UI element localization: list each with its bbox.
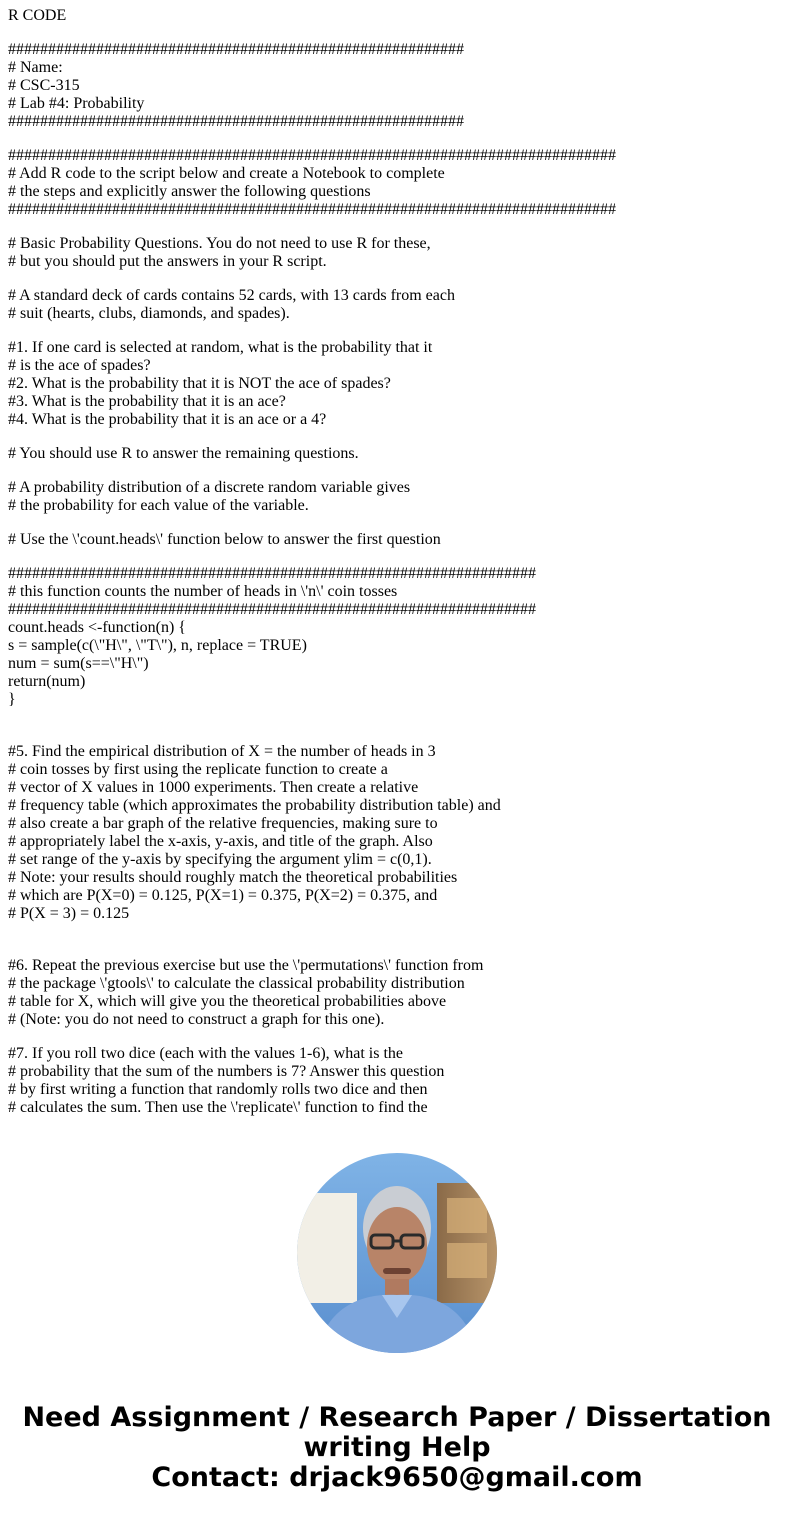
code-line: #5. Find the empirical distribution of X = the number of heads in 3 bbox=[8, 743, 436, 760]
code-line: # suit (hearts, clubs, diamonds, and spades). bbox=[8, 305, 290, 322]
code-line: # also create a bar graph of the relative frequencies, making sure to bbox=[8, 815, 438, 832]
code-block bbox=[8, 743, 788, 923]
code-block bbox=[8, 565, 788, 709]
code-line: ################################################################## bbox=[8, 601, 536, 618]
code-block bbox=[8, 479, 788, 515]
document-body bbox=[8, 7, 788, 1120]
code-line: # is the ace of spades? bbox=[8, 357, 151, 374]
code-line: # Add R code to the script below and create a Notebook to complete bbox=[8, 165, 445, 182]
code-block bbox=[8, 1045, 788, 1117]
promo-line-2: writing Help bbox=[303, 1432, 491, 1463]
code-block bbox=[8, 147, 788, 219]
code-line: ############################################################################ bbox=[8, 147, 616, 164]
code-line: # (Note: you do not need to construct a graph for this one). bbox=[8, 1011, 385, 1028]
code-line: # appropriately label the x-axis, y-axis, and title of the graph. Also bbox=[8, 833, 433, 850]
code-block bbox=[8, 287, 788, 323]
code-line: #2. What is the probability that it is NOT the ace of spades? bbox=[8, 375, 391, 392]
code-block bbox=[8, 235, 788, 271]
document-heading: R CODE bbox=[8, 7, 67, 24]
code-line: ######################################################### bbox=[8, 113, 464, 130]
code-line: #7. If you roll two dice (each with the values 1-6), what is the bbox=[8, 1045, 403, 1062]
code-line: } bbox=[8, 691, 16, 708]
code-block bbox=[8, 41, 788, 131]
code-line: #1. If one card is selected at random, what is the probability that it bbox=[8, 339, 433, 356]
code-line: # Lab #4: Probability bbox=[8, 95, 145, 112]
code-line: #4. What is the probability that it is an ace or a 4? bbox=[8, 411, 327, 428]
code-line: # set range of the y-axis by specifying the argument ylim = c(0,1). bbox=[8, 851, 432, 868]
code-line: # calculates the sum. Then use the \'replicate\' function to find the bbox=[8, 1099, 428, 1116]
code-line: # the probability for each value of the variable. bbox=[8, 497, 309, 514]
code-line: count.heads <-function(n) { bbox=[8, 619, 186, 636]
code-line: ############################################################################ bbox=[8, 201, 616, 218]
promo-banner bbox=[0, 1403, 794, 1493]
code-line: # this function counts the number of heads in \'n\' coin tosses bbox=[8, 583, 398, 600]
code-line: #3. What is the probability that it is an ace? bbox=[8, 393, 286, 410]
code-line: # by first writing a function that randomly rolls two dice and then bbox=[8, 1081, 428, 1098]
code-line: # frequency table (which approximates the probability distribution table) and bbox=[8, 797, 501, 814]
code-line: return(num) bbox=[8, 673, 86, 690]
code-line: # the package \'gtools\' to calculate the classical probability distribution bbox=[8, 975, 465, 992]
code-block bbox=[8, 531, 788, 549]
code-line: # P(X = 3) = 0.125 bbox=[8, 905, 130, 922]
code-line: # coin tosses by first using the replicate function to create a bbox=[8, 761, 388, 778]
code-block bbox=[8, 957, 788, 1029]
code-line: # Use the \'count.heads\' function below to answer the first question bbox=[8, 531, 441, 548]
code-line: # A probability distribution of a discrete random variable gives bbox=[8, 479, 411, 496]
code-line: # CSC-315 bbox=[8, 77, 80, 94]
code-line: # the steps and explicitly answer the following questions bbox=[8, 183, 371, 200]
code-line: # Name: bbox=[8, 59, 63, 76]
code-line: # A standard deck of cards contains 52 cards, with 13 cards from each bbox=[8, 287, 455, 304]
code-line: # but you should put the answers in your R script. bbox=[8, 253, 327, 270]
code-line: # Basic Probability Questions. You do not need to use R for these, bbox=[8, 235, 431, 252]
code-line: s = sample(c(\"H\", \"T\"), n, replace = TRUE) bbox=[8, 637, 307, 654]
promo-line-3: Contact: drjack9650@gmail.com bbox=[151, 1462, 643, 1493]
code-line: #6. Repeat the previous exercise but use the \'permutations\' function from bbox=[8, 957, 484, 974]
code-line: # vector of X values in 1000 experiments. Then create a relative bbox=[8, 779, 419, 796]
code-line: # which are P(X=0) = 0.125, P(X=1) = 0.375, P(X=2) = 0.375, and bbox=[8, 887, 438, 904]
code-line: # You should use R to answer the remaining questions. bbox=[8, 445, 359, 462]
code-line: num = sum(s==\"H\") bbox=[8, 655, 149, 672]
code-line: ######################################################### bbox=[8, 41, 464, 58]
code-line: # Note: your results should roughly match the theoretical probabilities bbox=[8, 869, 458, 886]
code-line: ################################################################## bbox=[8, 565, 536, 582]
code-line: # table for X, which will give you the theoretical probabilities above bbox=[8, 993, 447, 1010]
code-block bbox=[8, 445, 788, 463]
code-blocks bbox=[8, 41, 788, 1117]
portrait-image bbox=[297, 1153, 497, 1353]
promo-line-1: Need Assignment / Research Paper / Dissertation bbox=[22, 1402, 772, 1433]
code-line: # probability that the sum of the numbers is 7? Answer this question bbox=[8, 1063, 445, 1080]
author-photo bbox=[297, 1153, 497, 1353]
code-block bbox=[8, 339, 788, 429]
